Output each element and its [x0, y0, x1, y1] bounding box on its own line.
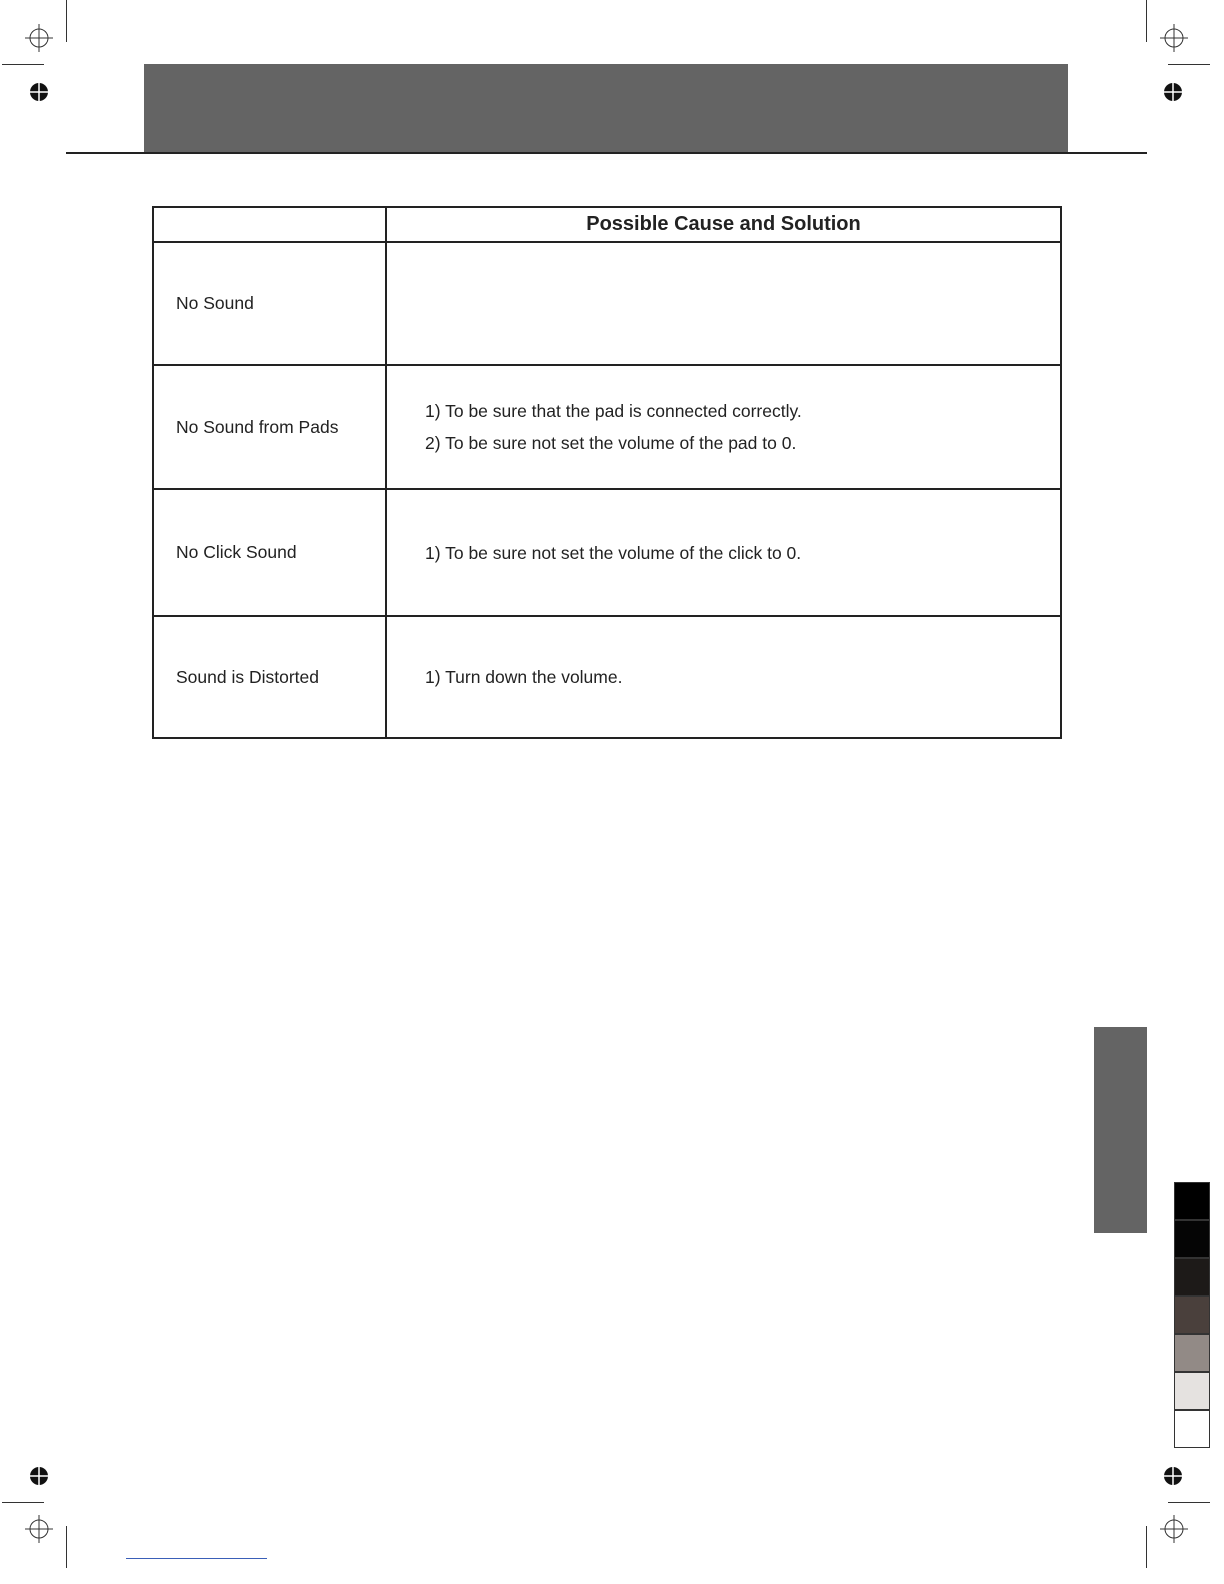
symptom-cell: No Sound: [153, 242, 386, 365]
target-dot-icon: [1163, 82, 1183, 102]
color-swatch: [1174, 1296, 1210, 1334]
solution-cell: [386, 242, 1061, 365]
solution-cell: [386, 489, 1061, 616]
solution-line: 1) Turn down the volume.: [425, 667, 623, 687]
header-solution: Possible Cause and Solution: [386, 207, 1061, 242]
registration-mark-icon: [25, 24, 53, 52]
crop-mark: [1168, 1502, 1210, 1503]
color-swatch: [1174, 1410, 1210, 1448]
crop-mark: [1146, 1526, 1147, 1568]
solution-line: 2) To be sure not set the volume of the pad to 0.: [425, 433, 797, 453]
header-bar: [144, 64, 1068, 153]
side-tab: [1094, 1027, 1147, 1233]
target-dot-icon: [1163, 1466, 1183, 1486]
target-dot-icon: [29, 1466, 49, 1486]
table-row: [153, 242, 1061, 365]
solution-line: 1) To be sure not set the volume of the click to 0.: [425, 542, 802, 563]
color-swatch: [1174, 1372, 1210, 1410]
table-header-row: [153, 207, 1061, 242]
table-row: [153, 365, 1061, 489]
table-row: [153, 489, 1061, 616]
table-row: [153, 616, 1061, 738]
symptom-cell: No Sound from Pads: [153, 365, 386, 489]
solution-line: 1) To be sure that the pad is connected correctly.: [425, 401, 802, 421]
crop-mark: [1146, 0, 1147, 42]
crop-mark: [1168, 64, 1210, 65]
color-swatch: [1174, 1182, 1210, 1220]
symptom-cell: No Click Sound: [153, 489, 386, 616]
target-dot-icon: [29, 82, 49, 102]
color-swatch: [1174, 1334, 1210, 1372]
troubleshooting-table: [152, 206, 1062, 739]
symptom-cell: Sound is Distorted: [153, 616, 386, 738]
solution-cell: [386, 616, 1061, 738]
crop-mark: [2, 64, 44, 65]
color-swatch: [1174, 1258, 1210, 1296]
registration-mark-icon: [25, 1515, 53, 1543]
registration-mark-icon: [1160, 1515, 1188, 1543]
header-rule: [66, 152, 1147, 154]
registration-mark-icon: [1160, 24, 1188, 52]
color-swatch: [1174, 1220, 1210, 1258]
solution-cell: [386, 365, 1061, 489]
crop-mark: [66, 0, 67, 42]
footer-line: [126, 1558, 267, 1559]
crop-mark: [2, 1502, 44, 1503]
header-symptom: [153, 207, 386, 242]
crop-mark: [66, 1526, 67, 1568]
